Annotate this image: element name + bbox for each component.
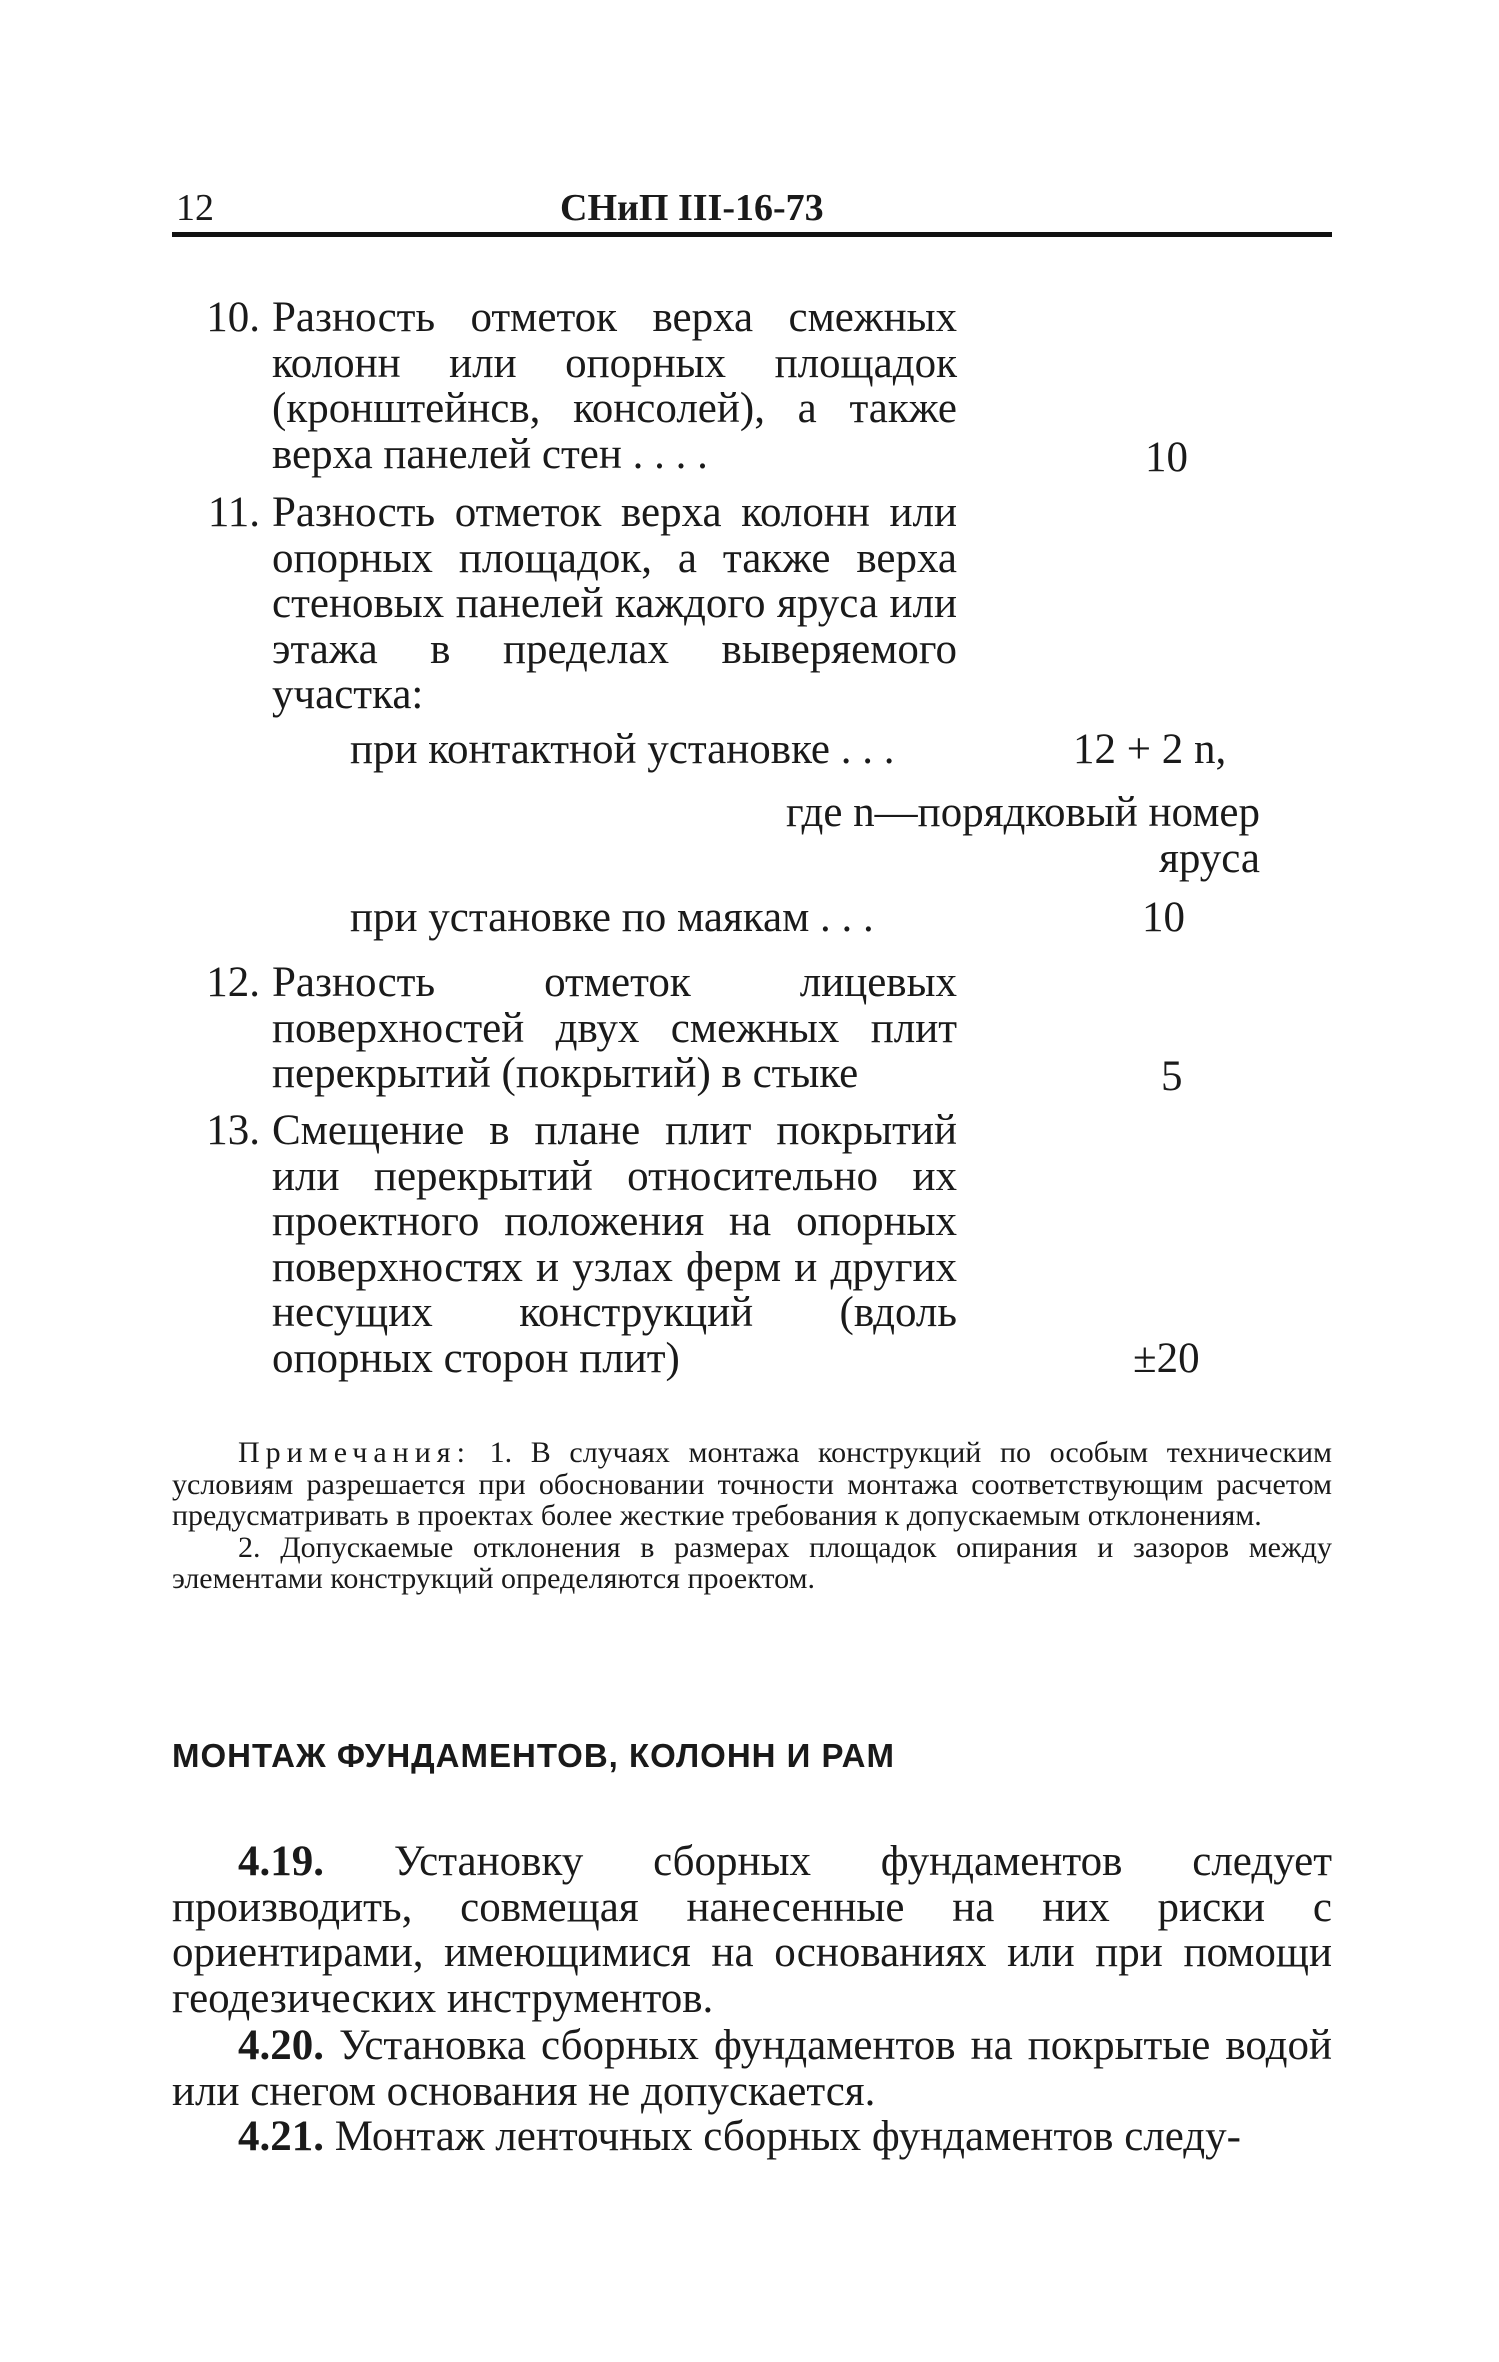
sub-item-beacon-label: при установке по маякам . . . — [350, 894, 874, 941]
running-title: СНиП III-16-73 — [560, 187, 824, 229]
item-text: Разность отметок верха колонн или опорных площадок, а также верха стеновых панелей каждого яруса или этажа в пределах выверяемого участка: — [272, 489, 957, 718]
header-rule — [172, 232, 1332, 237]
notes-block — [172, 1437, 1332, 1595]
note-1-text: 1. В случаях монтажа конструкций по особым техническим условиям разрешается при обосновании точности монтажа соответствующим расчетом предусматривать в проектах более жесткие требования к допускаемым отклонениям. — [172, 1436, 1332, 1532]
item-text: Смещение в плане плит покрытий или перекрытий относительно их проектного положения на опорных поверхностях и узлах ферм и других несущих конструкций (вдоль опорных сторон плит) — [272, 1107, 957, 1382]
section-heading: МОНТАЖ ФУНДАМЕНТОВ, КОЛОНН И РАМ — [172, 1737, 895, 1774]
sub-item-contact-label: при контактной установке . . . — [350, 726, 895, 773]
tolerance-item-11 — [140, 490, 1330, 725]
sub-item-contact-note: где n—порядковый номер яруса — [785, 789, 1260, 882]
paragraph-number: 4.20. — [238, 2022, 324, 2069]
tolerance-item-10 — [140, 295, 1330, 485]
sub-item-beacon-value: 10 — [1142, 894, 1185, 941]
item-number: 11. — [207, 489, 260, 536]
item-number: 10. — [206, 294, 260, 341]
page-number: 12 — [176, 187, 214, 229]
item-value: ±20 — [1133, 1335, 1200, 1382]
item-number: 12. — [206, 959, 260, 1006]
paragraph-4-21 — [172, 2114, 1332, 2160]
item-text: Разность отметок лицевых поверхностей двух смежных плит перекрытий (покрытий) в стыке — [272, 959, 957, 1097]
paragraph-text: Монтаж ленточных сборных фундаментов следу- — [334, 2113, 1241, 2160]
tolerance-item-12 — [140, 960, 1330, 1100]
paragraph-number: 4.21. — [238, 2113, 324, 2160]
paragraph-text: Установка сборных фундаментов на покрытые водой или снегом основания не допускается. — [172, 2022, 1332, 2115]
item-value: 5 — [1161, 1053, 1183, 1100]
item-value: 10 — [1145, 434, 1188, 481]
paragraph-4-20 — [172, 2023, 1332, 2114]
paragraph-4-19 — [172, 1839, 1332, 2021]
tolerance-item-13 — [140, 1108, 1330, 1388]
paragraph-text: Установку сборных фундаментов следует производить, совмещая нанесенные на них риски с ориентирами, имеющимися на основаниях или при помощи геодезических инструментов. — [172, 1838, 1333, 2022]
item-number: 13. — [206, 1107, 260, 1154]
notes-title: Примечания: — [238, 1436, 471, 1469]
note-2: 2. Допускаемые отклонения в размерах площадок опирания и зазоров между элементами конструкций определяются проектом. — [172, 1530, 1332, 1595]
note-1 — [172, 1437, 1332, 1532]
item-text: Разность отметок верха смежных колонн или опорных площадок (кронштейнсв, консолей), а также верха панелей стен . . . . — [272, 294, 957, 478]
sub-item-contact-value: 12 + 2 n, — [1073, 726, 1227, 773]
paragraph-number: 4.19. — [238, 1838, 324, 1885]
